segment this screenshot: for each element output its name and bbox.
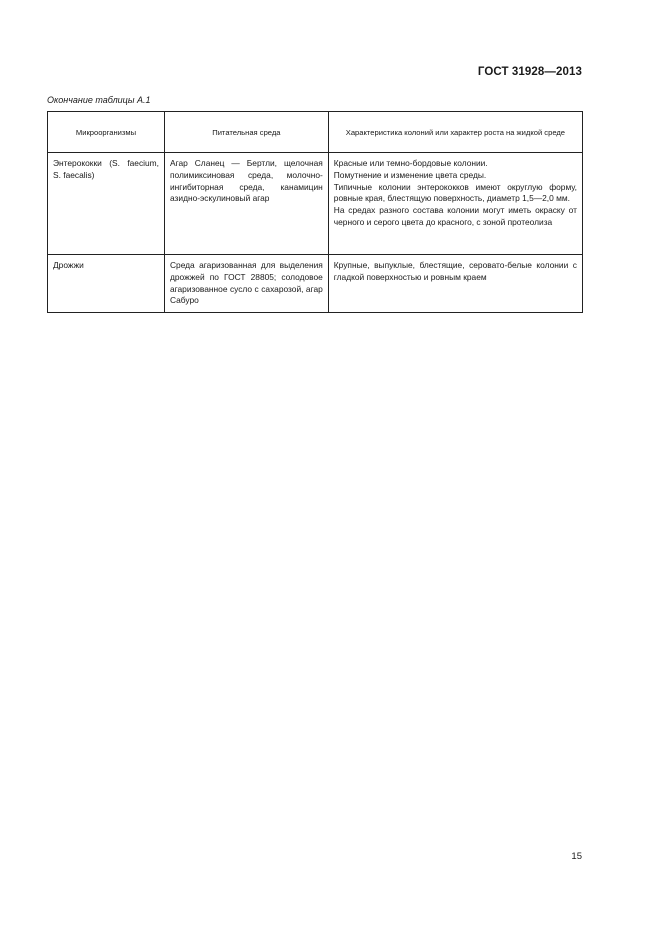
organism-cell: Энтерококки (S. faecium, S. faecalis) xyxy=(48,153,165,255)
page-number: 15 xyxy=(571,851,582,862)
organism-cell: Дрожжи xyxy=(48,255,165,313)
table-row xyxy=(48,255,583,313)
characteristics-cell xyxy=(328,255,582,313)
column-header-medium: Питательная среда xyxy=(164,112,328,153)
table-header-row xyxy=(48,112,583,153)
table-caption: Окончание таблицы А.1 xyxy=(47,95,151,105)
characteristic-line: Типичные колонии энтерококков имеют округлую форму, ровные края, блестящую поверхность, диаметр 1,5—2,0 мм. xyxy=(333,181,577,204)
characteristic-line: Красные или темно-бордовые колонии. xyxy=(333,158,488,168)
characteristic-line: На средах разного состава колонии могут иметь окраску от черного и серого цвета до красного, с зоной протеолиза xyxy=(333,205,577,227)
standard-number: ГОСТ 31928—2013 xyxy=(477,66,582,78)
table-row xyxy=(48,153,583,255)
characteristic-line: Крупные, выпуклые, блестящие, серовато-белые колонии с гладкой поверхностью и ровным краем xyxy=(333,260,577,282)
column-header-characteristics: Характеристика колоний или характер роста на жидкой среде xyxy=(328,112,582,153)
characteristics-cell xyxy=(328,153,582,255)
column-header-organisms: Микроорганизмы xyxy=(48,112,165,153)
medium-cell: Агар Сланец — Бертли, щелочная полимиксиновая среда, молочно-ингибиторная среда, канамицин азидно-эскулиновый агар xyxy=(164,153,328,255)
characteristic-line: Помутнение и изменение цвета среды. xyxy=(333,169,487,180)
medium-cell: Среда агаризованная для выделения дрожжей по ГОСТ 28805; солодовое агаризованное сусло с сахарозой, агар Сабуро xyxy=(164,255,328,313)
microorganisms-table xyxy=(47,111,583,313)
